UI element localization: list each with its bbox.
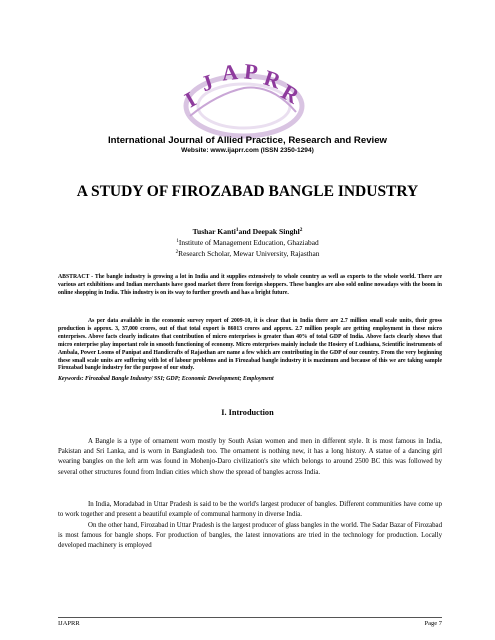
paper-title: A STUDY OF FIROZABAD BANGLE INDUSTRY: [76, 183, 419, 200]
affil-1-sup: 1: [176, 238, 179, 244]
logo-letter-3: A: [220, 59, 239, 86]
footer-page-number: Page 7: [424, 620, 442, 627]
logo-letter-5: R: [260, 64, 284, 94]
journal-logo: [172, 54, 317, 144]
abstract-paragraph-2: As per data available in the economic survey report of 2009-10, it is clear that in India there are 2.7 million small scale units, their gross production is approx. 3, 37,000 crores, out of that total export is 86013 crores and approx. 2.7 million people are getting employment in these micro enterprises. Above facts clearly indicates that contribution of micro enterprises is greater than 40% of total GDP of India. Above facts clearly shows that micro enterprise play important role in smooth functioning of economy. Micro enterprises mainly include the Hosiery of Ludhiana, Scientific instruments of Ambala, Power Looms of Panipat and Handicrafts of Rajasthan are name a few which are contributing in the GDP of our country. From the very beginning these small scale units are suffering with lot of labour problems and in Firozabad bangle industry it is maximum and because of this we are taking sample Firozabad bangle industry for the purpose of our study.: [58, 318, 442, 372]
logo-letter-6: R: [277, 78, 304, 109]
intro-paragraph-1: [58, 437, 442, 478]
logo-letter-1: I: [180, 86, 201, 113]
affiliation-2: [0, 249, 495, 258]
logo-letter-4: P: [242, 58, 259, 85]
journal-title: International Journal of Allied Practice, Research and Review: [107, 135, 387, 146]
author-1: Tushar Kanti: [192, 227, 236, 236]
intro-paragraph-2: [58, 500, 442, 520]
intro-paragraph-2-text: In India, Moradabad in Uttar Pradesh is said to be the world's largest producer of bangles. Different communities have come up to work together and present a beautiful example of communal harmony in diverse India.: [58, 501, 442, 519]
affil-2-sup: 2: [175, 249, 179, 255]
footer-divider: [58, 617, 442, 618]
affiliation-1: [0, 238, 495, 247]
keywords: Keywords: Firozabad Bangle Industry/ SSI; GDP; Economic Development; Employment: [58, 376, 274, 382]
affil-1-text: Institute of Management Education, Ghaziabad: [178, 238, 319, 247]
logo-letter-2: J: [197, 69, 217, 97]
intro-paragraph-3-text: On the other hand, Firozabad in Uttar Pradesh is the largest producer of glass bangles in the world. The Sadar Bazar of Firozabad is most famous for bangle shops. For production of bangles, the latest innovations are tried in the technology for production. Locally developed machinery is employed: [58, 522, 443, 550]
author-line: [0, 227, 495, 236]
author-2: and Deepak Singhl: [238, 227, 300, 236]
author-2-sup: 2: [299, 227, 303, 233]
section-heading-introduction: I. Introduction: [221, 408, 274, 417]
abstract-paragraph: ABSTRACT - The bangle industry is growing a lot in India and it supplies extensively to whole country as well as exports to the whole world. There are various art exhibitions and Indian merchants have good market there from foreign shoppers. These bangles are also sold online nowadays with the boom in online shopping in India. This industry is on its way to further growth and has a bright future.: [58, 274, 442, 296]
intro-paragraph-1-text: A Bangle is a type of ornament worn mostly by South Asian women and men in different style. It is most famous in India, Pakistan and Sri Lanka, and is worn in Bangladesh too. The ornament is nothing new, it has a long history. A statue of a dancing girl wearing bangles on the left arm was found in Mohenjo-Daro civilization's site which belongs to around 2500 BC this was followed by several other structures found from Indian cities which show the spread of bangles across India.: [58, 438, 442, 476]
affil-2-text: Research Scholar, Mewar University, Rajasthan: [178, 249, 320, 258]
intro-paragraph-3: [58, 521, 442, 552]
author-1-sup: 1: [235, 227, 239, 233]
journal-website: Website: www.ijaprr.com (ISSN 2350-1294): [181, 147, 314, 154]
footer-journal: IJAPRR: [58, 620, 80, 627]
